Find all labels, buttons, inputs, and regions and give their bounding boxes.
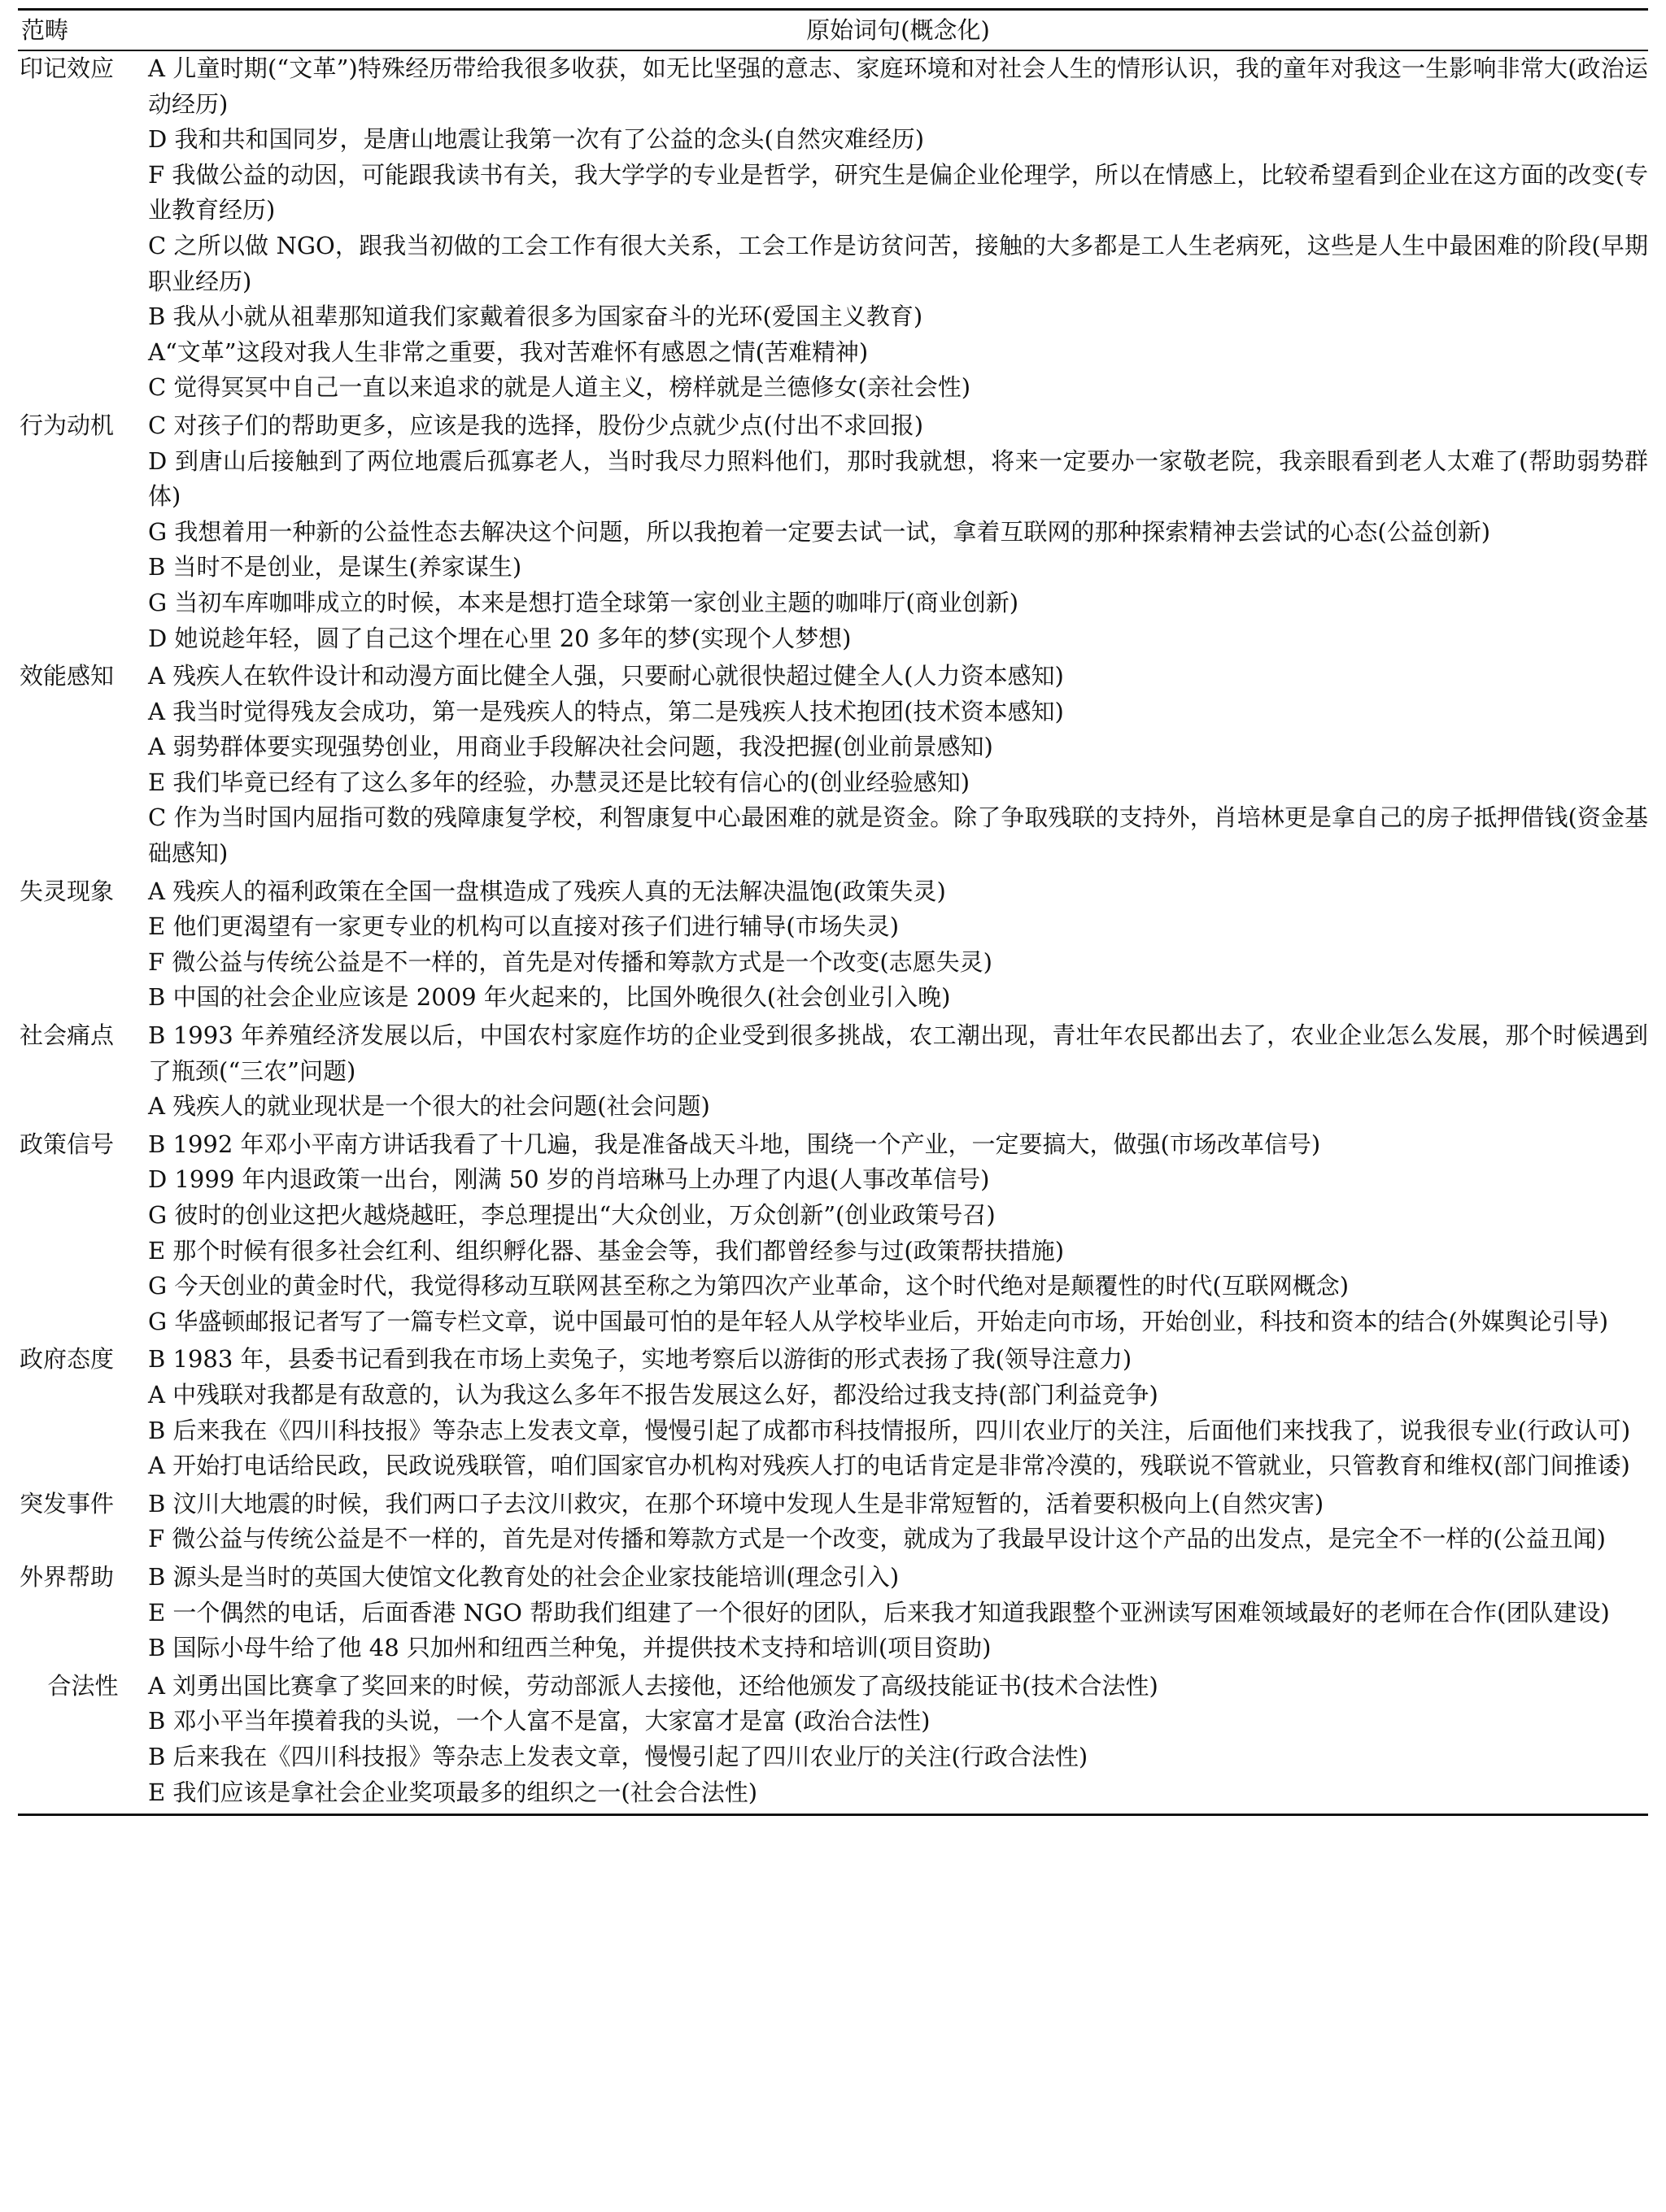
sentence-item: B 我从小就从祖辈那知道我们家戴着很多为国家奋斗的光环(爱国主义教育) [148,303,923,331]
sentence-item: A 开始打电话给民政，民政说残联管，咱们国家官办机构对残疾人打的电话肯定是非常冷漠的，残联说不管就业，只管教育和维权(部门间推诿) [148,1452,1630,1480]
sentence-item: D 1999 年内退政策一出台，刚满 50 岁的肖培琳马上办理了内退(人事改革信号) [148,1165,990,1194]
sentence-cell [148,1339,1648,1483]
category-cell: 行为动机 [20,411,115,439]
sentence-item: B 后来我在《四川科技报》等杂志上发表文章，慢慢引起了四川农业厅的关注(行政合法性) [148,1742,1088,1770]
sentence-item: D 她说趁年轻，圆了自己这个埋在心里 20 多年的梦(实现个人梦想) [148,624,852,652]
table-row [18,1484,1648,1557]
table-row [18,1016,1648,1125]
table-row [18,656,1648,872]
category-cell: 效能感知 [20,662,115,690]
sentence-item: A 弱势群体要实现强势创业，用商业手段解决社会问题，我没把握(创业前景感知) [148,733,993,761]
sentence-item: E 我们应该是拿社会企业奖项最多的组织之一(社会合法性) [148,1778,758,1806]
table-row [18,1557,1648,1666]
sentence-item: B 当时不是创业，是谋生(养家谋生) [148,553,522,581]
concept-table [18,8,1648,1816]
sentence-cell [148,1016,1648,1125]
sentence-item: F 我做公益的动因，可能跟我读书有关，我大学学的专业是哲学，研究生是偏企业伦理学，所以在情感上，比较希望看到企业在这方面的改变(专业教育经历) [148,160,1648,224]
sentence-item: B 邓小平当年摸着我的头说，一个人富不是富，大家富才是富 (政治合法性) [148,1707,931,1735]
sentence-item: G 当初车库咖啡成立的时候，本来是想打造全球第一家创业主题的咖啡厅(商业创新) [148,588,1019,616]
table-row [18,50,1648,406]
header-category: 范畴 [18,10,148,51]
sentence-cell [148,1125,1648,1340]
sentence-item: F 微公益与传统公益是不一样的，首先是对传播和筹款方式是一个改变(志愿失灵) [148,947,992,976]
sentence-item: A 残疾人的就业现状是一个很大的社会问题(社会问题) [148,1092,710,1121]
sentence-item: A 中残联对我都是有敌意的，认为我这么多年不报告发展这么好，都没给过我支持(部门利益竞争) [148,1380,1158,1409]
concept-table-page [18,8,1648,1816]
sentence-item: E 我们毕竟已经有了这么多年的经验，办慧灵还是比较有信心的(创业经验感知) [148,768,970,796]
sentence-item: G 我想着用一种新的公益性态去解决这个问题，所以我抱着一定要去试一试，拿着互联网的那种探索精神去尝试的心态(公益创新) [148,517,1491,546]
sentence-cell [148,656,1648,872]
category-cell: 政府态度 [20,1345,115,1374]
sentence-item: D 到唐山后接触到了两位地震后孤寡老人，当时我尽力照料他们，那时我就想，将来一定要办一家敬老院，我亲眼看到老人太难了(帮助弱势群体) [148,446,1648,511]
sentence-item: A 我当时觉得残友会成功，第一是残疾人的特点，第二是残疾人技术抱团(技术资本感知) [148,697,1064,725]
category-cell: 外界帮助 [20,1562,115,1591]
sentence-item: G 彼时的创业这把火越烧越旺，李总理提出“大众创业，万众创新”(创业政策号召) [148,1201,996,1229]
table-row [18,1339,1648,1483]
sentence-cell [148,1666,1648,1815]
table-row [18,1125,1648,1340]
sentence-item: A 儿童时期(“文革”)特殊经历带给我很多收获，如无比坚强的意志、家庭环境和对社会人生的情形认识，我的童年对我这一生影响非常大(政治运动经历) [148,54,1648,118]
sentence-item: G 今天创业的黄金时代，我觉得移动互联网甚至称之为第四次产业革命，这个时代绝对是颠覆性的时代(互联网概念) [148,1272,1350,1300]
sentence-item: E 一个偶然的电话，后面香港 NGO 帮助我们组建了一个很好的团队，后来我才知道我跟整个亚洲读写困难领域最好的老师在合作(团队建设) [148,1598,1610,1626]
sentence-cell [148,50,1648,406]
category-cell: 政策信号 [20,1130,115,1158]
sentence-item: A 残疾人在软件设计和动漫方面比健全人强，只要耐心就很快超过健全人(人力资本感知) [148,662,1064,690]
sentence-item: E 那个时候有很多社会红利、组织孵化器、基金会等，我们都曾经参与过(政策帮扶措施) [148,1236,1065,1265]
category-cell: 突发事件 [20,1489,115,1517]
table-row [18,406,1648,656]
sentence-item: B 中国的社会企业应该是 2009 年火起来的，比国外晚很久(社会创业引入晚) [148,983,951,1012]
header-sentence: 原始词句(概念化) [148,10,1648,51]
table-row [18,1666,1648,1815]
sentence-item: B 汶川大地震的时候，我们两口子去汶川救灾，在那个环境中发现人生是非常短暂的，活着要积极向上(自然灾害) [148,1489,1324,1517]
table-header-row [18,10,1648,51]
sentence-item: C 对孩子们的帮助更多，应该是我的选择，股份少点就少点(付出不求回报) [148,411,924,439]
sentence-item: B 源头是当时的英国大使馆文化教育处的社会企业家技能培训(理念引入) [148,1562,900,1591]
sentence-cell [148,872,1648,1016]
sentence-item: F 微公益与传统公益是不一样的，首先是对传播和筹款方式是一个改变，就成为了我最早设计这个产品的出发点，是完全不一样的(公益丑闻) [148,1525,1606,1553]
sentence-item: C 之所以做 NGO，跟我当初做的工会工作有很大关系，工会工作是访贫问苦，接触的大多都是工人生老病死，这些是人生中最困难的阶段(早期职业经历) [148,231,1648,295]
table-body [18,50,1648,1815]
category-cell: 合法性 [18,1666,148,1815]
sentence-item: D 我和共和国同岁，是唐山地震让我第一次有了公益的念头(自然灾难经历) [148,125,925,154]
table-row [18,872,1648,1016]
sentence-item: G 华盛顿邮报记者写了一篇专栏文章，说中国最可怕的是年轻人从学校毕业后，开始走向市场，开始创业，科技和资本的结合(外媒舆论引导) [148,1307,1609,1335]
sentence-item: A 残疾人的福利政策在全国一盘棋造成了残疾人真的无法解决温饱(政策失灵) [148,877,946,905]
sentence-item: A“文革”这段对我人生非常之重要，我对苦难怀有感恩之情(苦难精神) [148,337,869,366]
sentence-cell [148,406,1648,656]
sentence-item: B 1993 年养殖经济发展以后，中国农村家庭作坊的企业受到很多挑战，农工潮出现，青壮年农民都出去了，农业企业怎么发展，那个时候遇到了瓶颈(“三农”问题) [148,1021,1648,1085]
sentence-item: E 他们更渴望有一家更专业的机构可以直接对孩子们进行辅导(市场失灵) [148,912,900,941]
category-cell: 失灵现象 [20,877,115,905]
sentence-item: B 后来我在《四川科技报》等杂志上发表文章，慢慢引起了成都市科技情报所，四川农业厅的关注，后面他们来找我了，说我很专业(行政认可) [148,1416,1631,1444]
category-cell: 社会痛点 [20,1021,115,1050]
sentence-cell [148,1484,1648,1557]
sentence-item: B 国际小母牛给了他 48 只加州和纽西兰种兔，并提供技术支持和培训(项目资助) [148,1634,992,1662]
sentence-cell [148,1557,1648,1666]
sentence-item: B 1983 年，县委书记看到我在市场上卖兔子，实地考察后以游街的形式表扬了我(领导注意力) [148,1345,1132,1374]
sentence-item: B 1992 年邓小平南方讲话我看了十几遍，我是准备战天斗地，围绕一个产业，一定要搞大，做强(市场改革信号) [148,1130,1321,1158]
sentence-item: C 觉得冥冥中自己一直以来追求的就是人道主义，榜样就是兰德修女(亲社会性) [148,373,971,402]
sentence-item: A 刘勇出国比赛拿了奖回来的时候，劳动部派人去接他，还给他颁发了高级技能证书(技术合法性) [148,1671,1158,1700]
sentence-item: C 作为当时国内屈指可数的残障康复学校，利智康复中心最困难的就是资金。除了争取残联的支持外，肖培林更是拿自己的房子抵押借钱(资金基础感知) [148,803,1648,868]
category-cell: 印记效应 [20,54,115,82]
